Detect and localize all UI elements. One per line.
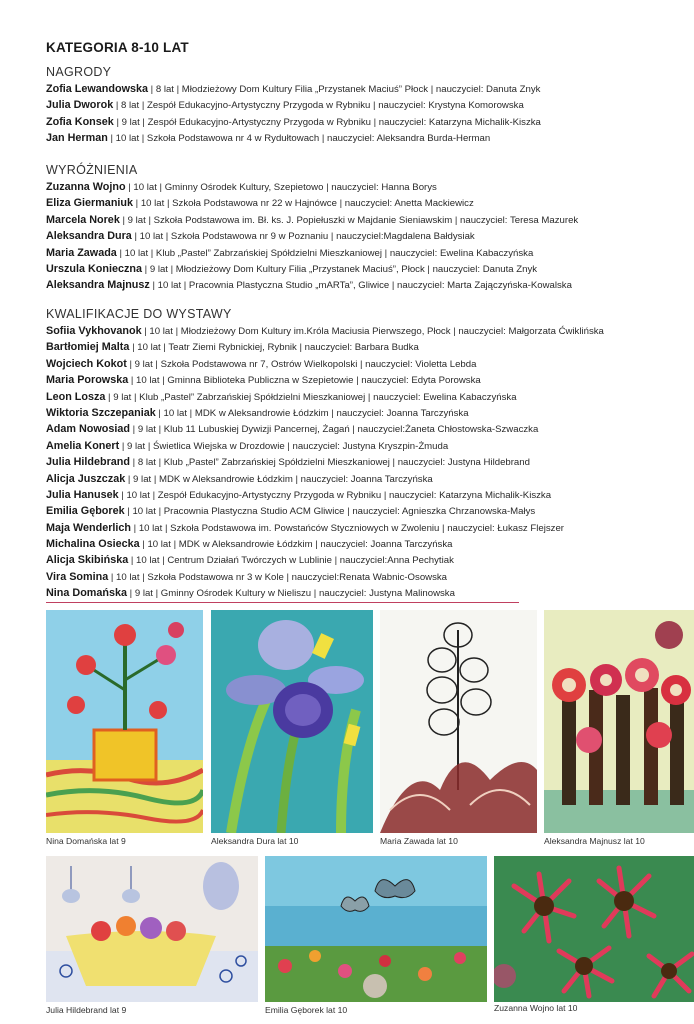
participant-name: Nina Domańska: [46, 587, 128, 600]
list-item: [46, 195, 694, 211]
list-item: [46, 323, 694, 339]
participant-name: Vira Somina: [46, 570, 109, 583]
list-item: [46, 277, 694, 293]
participant-details: | 9 lat | Gminny Ośrodek Kultury w Nieliszu | nauczyciel: Justyna Malinowska: [127, 588, 455, 600]
list-item: [46, 438, 694, 454]
participant-name: Bartłomiej Malta: [46, 341, 130, 354]
artwork-caption: Emilia Gęborek lat 10: [265, 1005, 348, 1015]
list-item: [46, 503, 694, 519]
participant-details: | 10 lat | Szkoła Podstawowa nr 22 w Hajnówce | nauczyciel: Anetta Mackiewicz: [133, 198, 474, 210]
participant-name: Julia Dworok: [46, 99, 114, 112]
participant-name: Urszula Konieczna: [46, 262, 142, 275]
list-item: [46, 454, 694, 470]
participant-name: Aleksandra Dura: [46, 230, 132, 243]
section-nagrody: [46, 63, 694, 147]
butterflies-meadow-painting-icon: [265, 856, 487, 1002]
list-item: [46, 261, 694, 277]
artwork-caption: Nina Domańska lat 9: [46, 836, 126, 846]
participant-name: Jan Herman: [46, 132, 108, 145]
participant-details: | 10 lat | Szkoła Podstawowa nr 4 w Rydułtowach | nauczyciel: Aleksandra Burda-Herman: [107, 133, 491, 145]
list-item: [46, 405, 694, 421]
artwork-caption: Aleksandra Majnusz lat 10: [544, 836, 645, 846]
list-item: [46, 114, 694, 130]
participant-details: | 10 lat | Młodzieżowy Dom Kultury im.Króla Maciusia Pierwszego, Płock | nauczyciel: Małgorzata Ćwiklińska: [141, 326, 604, 337]
section-kwalifikacje: [46, 305, 694, 603]
flower-pot-painting-icon: [46, 610, 203, 833]
participant-details: | 9 lat | Szkoła Podstawowa nr 7, Ostrów Wielkopolski | nauczyciel: Violetta Lebda: [126, 358, 477, 370]
participant-name: Marcela Norek: [46, 213, 120, 226]
iris-collage-icon: [211, 610, 373, 833]
participant-name: Leon Losza: [46, 390, 106, 403]
list-item: [46, 97, 694, 113]
list-item: [46, 339, 694, 355]
participant-name: Zofia Konsek: [46, 115, 114, 128]
participant-details: | 10 lat | MDK w Aleksandrowie Łódzkim | nauczyciel: Joanna Tarczyńska: [155, 407, 469, 419]
foxglove-ink-drawing-icon: [380, 610, 537, 833]
participant-details: | 10 lat | Gminny Ośrodek Kultury, Szepietowo | nauczyciel: Hanna Borys: [125, 182, 437, 193]
participant-details: | 10 lat | Pracownia Plastyczna Studio „mARTa”, Gliwice | nauczyciel: Marta Zajączyńska-Kowalska: [149, 280, 572, 292]
list-item: [46, 356, 694, 372]
list-item: [46, 389, 694, 405]
participant-name: Julia Hildebrand: [46, 456, 130, 469]
participant-name: Maria Zawada: [46, 246, 117, 259]
participant-details: | 10 lat | Szkoła Podstawowa nr 3 w Kole | nauczyciel:Renata Wabnic-Osowska: [108, 571, 448, 583]
participant-details: | 10 lat | Klub „Pastel” Zabrzańskiej Spółdzielni Mieszkaniowej | nauczyciel: Ewelina Kabaczyńska: [116, 247, 534, 259]
echinacea-painting-icon: [494, 856, 694, 1002]
artwork-caption: Zuzanna Wojno lat 10: [494, 1003, 578, 1013]
participant-details: | 10 lat | Szkoła Podstawowa im. Powstańców Styczniowych w Zwoleniu | nauczyciel: Łukasz Flejszer: [131, 522, 564, 534]
section-heading: WYRÓŻNIENIA: [46, 163, 138, 177]
list-item: [46, 520, 694, 536]
participant-name: Emilia Gęborek: [46, 505, 125, 518]
list-item: [46, 179, 694, 195]
participant-details: | 10 lat | Szkoła Podstawowa nr 9 w Poznaniu | nauczyciel:Magdalena Bałdysiak: [131, 231, 475, 243]
participant-name: Maria Porowska: [46, 374, 129, 387]
list-item: [46, 552, 694, 568]
participant-name: Julia Hanusek: [46, 488, 119, 501]
participant-details: | 9 lat | Świetlica Wiejska w Drozdowie | nauczyciel: Justyna Kryszpin-Żmuda: [119, 440, 449, 452]
participant-details: | 10 lat | Zespół Edukacyjno-Artystyczny Przygoda w Rybniku | nauczyciel: Katarzyna Michalik-Kiszka: [118, 489, 552, 501]
list-item: [46, 372, 694, 388]
artwork-caption: Maria Zawada lat 10: [380, 836, 458, 846]
list-item: [46, 81, 694, 97]
section-wyroznienia: [46, 161, 694, 294]
participant-details: | 8 lat | Klub „Pastel” Zabrzańskiej Spółdzielni Mieszkaniowej | nauczyciel: Justyna Hildebrand: [130, 457, 530, 469]
participant-details: | 10 lat | Gminna Biblioteka Publiczna w Szepietowie | nauczyciel: Edyta Porowska: [128, 375, 481, 387]
section-heading: KWALIFIKACJE DO WYSTAWY: [46, 307, 232, 321]
list-item: [46, 569, 694, 585]
participant-name: Wiktoria Szczepaniak: [46, 406, 156, 419]
fruit-basket-painting-icon: [46, 856, 258, 1002]
list-item: [46, 130, 694, 146]
participant-name: Sofiia Vykhovanok: [46, 325, 142, 337]
participant-name: Maja Wenderlich: [46, 521, 131, 534]
participant-name: Aleksandra Majnusz: [46, 279, 150, 292]
list-item: [46, 245, 694, 261]
participant-name: Wojciech Kokot: [46, 357, 127, 370]
participant-name: Michalina Osiecka: [46, 538, 140, 551]
list-item: [46, 585, 519, 602]
participant-details: | 10 lat | MDK w Aleksandrowie Łódzkim | nauczyciel: Joanna Tarczyńska: [139, 539, 453, 551]
participant-details: | 10 lat | Teatr Ziemi Rybnickiej, Rybnik | nauczyciel: Barbara Budka: [129, 342, 419, 354]
participant-details: | 9 lat | Szkoła Podstawowa im. Bł. ks. J. Popiełuszki w Majdanie Sieniawskim | nauczyciel: Teresa Mazurek: [119, 214, 579, 226]
participant-name: Eliza Giermaniuk: [46, 197, 134, 210]
list-item: [46, 212, 694, 228]
category-title: KATEGORIA 8-10 LAT: [46, 40, 189, 55]
participant-details: | 9 lat | Klub 11 Lubuskiej Dywizji Pancernej, Żagań | nauczyciel:Żaneta Chłostowska-Szwaczka: [130, 424, 539, 436]
artwork-caption: Julia Hildebrand lat 9: [46, 1005, 127, 1015]
participant-details: | 10 lat | Pracownia Plastyczna Studio ACM Gliwice | nauczyciel: Agnieszka Chrzanowska-Małys: [124, 506, 536, 518]
participant-name: Amelia Konert: [46, 439, 120, 452]
participant-name: Adam Nowosiad: [46, 423, 130, 436]
participant-details: | 8 lat | Młodzieżowy Dom Kultury Filia „Przystanek Maciuś” Płock | nauczyciel: Danuta Znyk: [148, 84, 541, 95]
participant-name: Zuzanna Wojno: [46, 181, 126, 193]
participant-details: | 9 lat | Młodzieżowy Dom Kultury Filia „Przystanek Maciuś”, Płock | nauczyciel: Danuta Znyk: [142, 263, 538, 275]
participant-details: | 10 lat | Centrum Działań Twórczych w Lublinie | nauczyciel:Anna Pechytiak: [128, 555, 454, 567]
participant-name: Alicja Juszczak: [46, 472, 126, 485]
artwork-caption: Aleksandra Dura lat 10: [211, 836, 299, 846]
participant-name: Zofia Lewandowska: [46, 83, 148, 95]
participant-name: Alicja Skibińska: [46, 554, 129, 567]
participant-details: | 9 lat | Klub „Pastel” Zabrzańskiej Spółdzielni Mieszkaniowej | nauczyciel: Ewelina Kabaczyńska: [105, 391, 517, 403]
list-item: [46, 471, 694, 487]
list-item: [46, 421, 694, 437]
list-item: [46, 228, 694, 244]
participant-details: | 9 lat | Zespół Edukacyjno-Artystyczny Przygoda w Rybniku | nauczyciel: Katarzyna Michalik-Kiszka: [113, 116, 541, 128]
list-item: [46, 487, 694, 503]
section-heading: NAGRODY: [46, 65, 112, 79]
flower-fence-collage-icon: [544, 610, 694, 833]
participant-details: | 9 lat | MDK w Aleksandrowie Łódzkim | nauczyciel: Joanna Tarczyńska: [125, 473, 433, 485]
list-item: [46, 536, 694, 552]
participant-details: | 8 lat | Zespół Edukacyjno-Artystyczny Przygoda w Rybniku | nauczyciel: Krystyna Komorowska: [113, 100, 524, 112]
